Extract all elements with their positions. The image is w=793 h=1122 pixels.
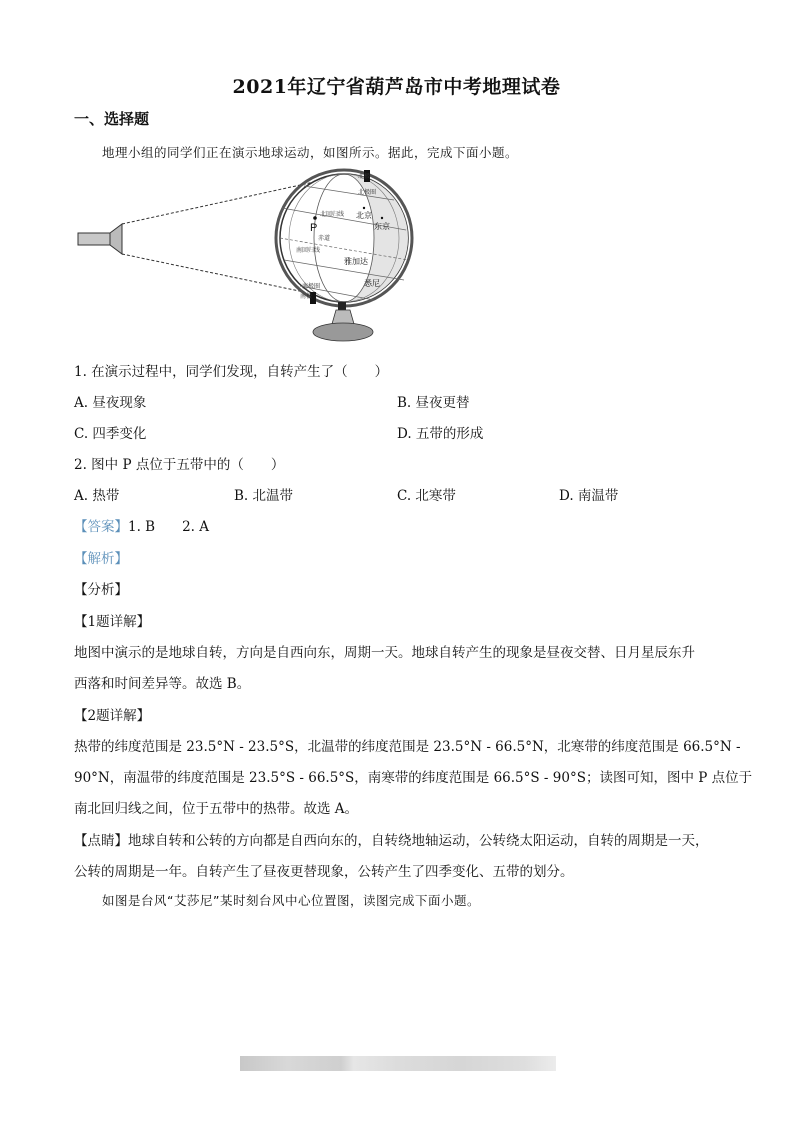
answer-values: 1. B 2. A [128,519,210,535]
globe-figure [74,168,414,348]
svg-text:南回归线: 南回归线 [296,247,321,254]
detail-1-text: 西落和时间差异等。故选 B。 [74,676,251,692]
detail-2-text: 南北回归线之间，位于五带中的热带。故选 A。 [74,801,359,817]
svg-text:北京: 北京 [356,211,372,220]
question-2-stem: 2. 图中 P 点位于五带中的（ ） [74,457,285,473]
tip-text: 地球自转和公转的方向都是自西向东的，自转绕地轴运动，公转绕太阳运动，自转的周期是一天， [128,833,709,849]
globe-diagram [74,168,414,348]
flashlight-icon [78,224,122,254]
q1-option-a[interactable]: A. 昼夜现象 [74,395,147,411]
footer-watermark [240,1056,556,1071]
detail-2-label: 【2题详解】 [74,708,151,724]
svg-text:赤道: 赤道 [318,235,331,242]
answer-line [74,515,209,535]
tip-line [74,829,709,849]
detail-1-label: 【1题详解】 [74,614,151,630]
q2-option-b[interactable]: B. 北温带 [234,488,294,504]
q2-option-d[interactable]: D. 南温带 [559,488,619,504]
q2-option-a[interactable]: A. 热带 [74,488,120,504]
tip-text: 公转的周期是一年。自转产生了昼夜更替现象，公转产生了四季变化、五带的划分。 [74,864,574,880]
q1-option-b[interactable]: B. 昼夜更替 [397,395,470,411]
svg-text:P: P [310,222,318,234]
analysis-label: 【解析】 [74,551,128,567]
svg-text:悉尼: 悉尼 [364,279,380,288]
page-title: 2021年辽宁省葫芦岛市中考地理试卷 [232,76,561,98]
detail-2-text: 热带的纬度范围是 23.5°N - 23.5°S，北温带的纬度范围是 23.5°N - 66.5°N，北寒带的纬度范围是 66.5°N - [74,739,741,755]
svg-text:雅加达: 雅加达 [344,257,368,266]
question-1-stem: 1. 在演示过程中，同学们发现，自转产生了（ ） [74,364,389,380]
q1-option-d[interactable]: D. 五带的形成 [397,426,484,442]
intro-text-2: 如图是台风“艾莎尼”某时刻台风中心位置图，读图完成下面小题。 [102,893,480,908]
detail-1-text: 地图中演示的是地球自转，方向是自西向东，周期一天。地球自转产生的现象是昼夜交替、日月星辰东升 [74,645,695,661]
answer-label: 【答案】 [74,519,128,535]
q1-option-c[interactable]: C. 四季变化 [74,426,147,442]
tip-label: 【点睛】 [74,833,128,849]
detail-2-text: 90°N，南温带的纬度范围是 23.5°S - 66.5°S，南寒带的纬度范围是 66.5°S - 90°S；读图可知，图中 P 点位于 [74,770,753,786]
fenxi-label: 【分析】 [74,582,128,598]
svg-text:南极圈: 南极圈 [302,283,321,290]
intro-text: 地理小组的同学们正在演示地球运动，如图所示。据此，完成下面小题。 [102,145,519,160]
svg-text:南极: 南极 [300,293,313,300]
svg-text:北极圈: 北极圈 [358,189,377,196]
svg-text:北回归线: 北回归线 [320,211,345,218]
section-heading: 一、选择题 [74,110,150,128]
svg-text:北极: 北极 [358,173,371,180]
q2-option-c[interactable]: C. 北寒带 [397,488,456,504]
svg-text:东京: 东京 [374,222,390,231]
